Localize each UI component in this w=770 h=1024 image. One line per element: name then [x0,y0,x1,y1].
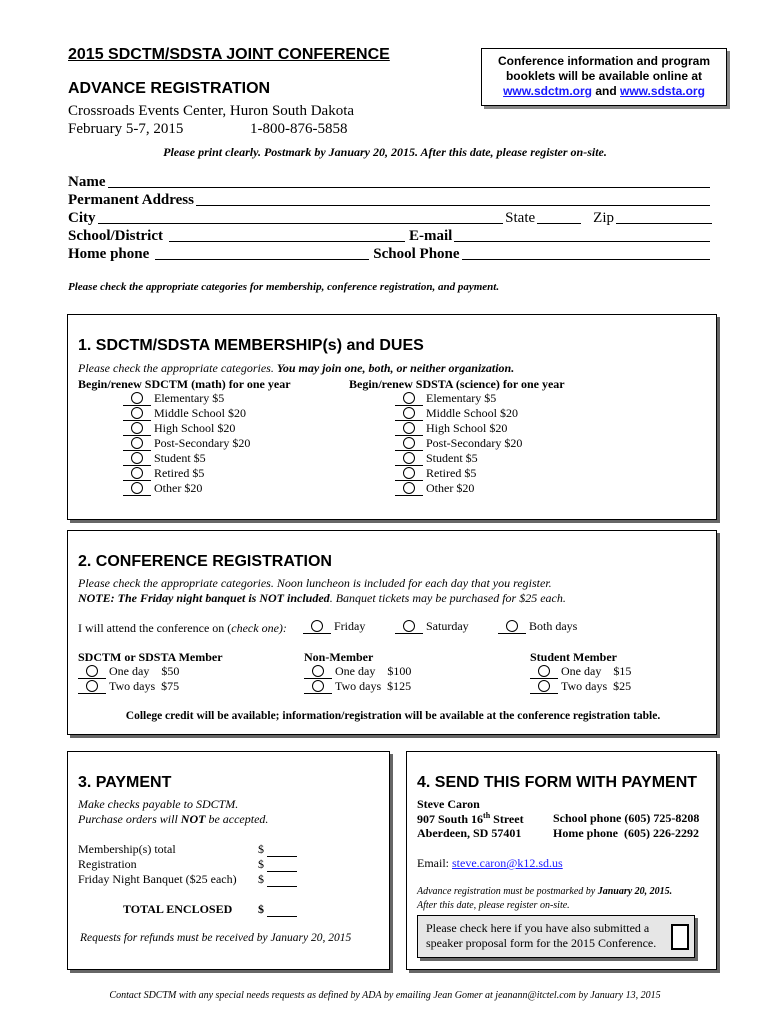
banquet-total-label: Friday Night Banquet ($25 each) [78,872,237,886]
attend-label-a: I will attend the conference on ( [78,621,232,635]
radio-circle-icon[interactable] [530,664,558,679]
city-label: City [68,210,96,226]
membership-note-c: . [511,361,515,375]
form-title: 2015 SDCTM/SDSTA JOINT CONFERENCE [68,46,390,63]
email-label: E-mail [409,228,453,244]
info-and: and [591,84,620,98]
member-option[interactable] [78,679,179,694]
sdsta-link[interactable]: www.sdsta.org [620,84,705,98]
sdctm-link[interactable]: www.sdctm.org [503,84,592,98]
address-row [68,191,712,209]
registration-total-label: Registration [78,857,137,871]
school-district-field[interactable] [169,240,405,242]
option-label: One day $15 [561,664,632,678]
option-label: Two days $125 [335,679,412,693]
radio-circle-icon[interactable] [395,481,423,496]
print-note: Please print clearly. Postmark by January 20, 2015. After this date, please register on-site. [163,145,607,159]
home-phone-field[interactable] [155,258,369,260]
radio-circle-icon[interactable] [530,679,558,694]
phone-row [68,245,712,263]
option-label: Friday [334,619,366,633]
contact-email-link[interactable]: steve.caron@k12.sd.us [452,856,563,870]
speaker-line-1: Please check here if you have also submitted a [426,921,650,935]
address-label: Permanent Address [68,192,194,208]
sdctm-option[interactable] [123,406,246,421]
advance-note [417,886,672,897]
advance-note-b: January 20, 2015. [597,886,673,897]
school-phone-label: School Phone [373,246,460,262]
membership-title: 1. SDCTM/SDSTA MEMBERSHIP(s) and DUES [78,337,424,354]
state-label: State [505,210,536,226]
form-subtitle: ADVANCE REGISTRATION [68,80,271,97]
sdctm-option[interactable] [123,421,235,436]
school-phone-field[interactable] [462,258,710,260]
radio-circle-icon[interactable] [303,619,331,634]
amount-blank[interactable] [267,905,297,917]
membership-note [78,361,514,376]
city-row [68,209,712,227]
radio-circle-icon[interactable] [123,436,151,451]
total-enclosed-label: TOTAL ENCLOSED [123,902,233,916]
radio-circle-icon[interactable] [395,451,423,466]
info-line-2: booklets will be available online at [505,69,703,83]
info-links [482,84,726,99]
radio-circle-icon[interactable] [304,664,332,679]
sdctm-option[interactable] [123,436,250,451]
option-label: Retired $5 [154,466,205,480]
option-label: Middle School $20 [426,406,518,420]
option-label: One day $50 [109,664,180,678]
contact-street [417,811,524,827]
email-field[interactable] [454,240,710,242]
option-label: Two days $75 [109,679,180,693]
option-label: Other $20 [426,481,475,495]
payment-section [67,751,390,970]
radio-circle-icon[interactable] [123,451,151,466]
radio-circle-icon[interactable] [78,679,106,694]
radio-circle-icon[interactable] [395,466,423,481]
state-field[interactable] [537,222,581,224]
sdsta-option[interactable] [395,466,476,481]
registration-note: Please check the appropriate categories. Noon luncheon is included for each day that you register. [78,576,552,590]
option-label: Elementary $5 [426,391,497,405]
info-line-1: Conference information and program [497,54,711,68]
registration-section [67,530,717,735]
radio-circle-icon[interactable] [395,391,423,406]
sdctm-option[interactable] [123,451,206,466]
option-label: Student $5 [154,451,206,465]
membership-note-a: Please check the appropriate categories. [78,361,277,375]
sdctm-option[interactable] [123,466,204,481]
sdsta-option[interactable] [395,391,496,406]
name-row [68,173,712,191]
sdsta-option[interactable] [395,421,507,436]
school-row [68,227,712,245]
amount-blank[interactable] [267,845,297,857]
option-label: High School $20 [154,421,236,435]
home-phone-label: Home phone [68,246,150,262]
sdsta-option[interactable] [395,481,474,496]
attend-label-b: check one): [231,621,287,635]
option-label: Student $5 [426,451,478,465]
registration-title: 2. CONFERENCE REGISTRATION [78,553,332,570]
option-label: High School $20 [426,421,508,435]
street-sup: th [483,811,491,820]
payable-note: Make checks payable to SDCTM. [78,797,239,811]
refund-note: Requests for refunds must be received by January 20, 2015 [80,932,352,944]
city-field[interactable] [98,222,504,224]
dollar-sign: $ [258,902,264,916]
sdctm-heading: Begin/renew SDCTM (math) for one year [78,377,291,391]
venue-text: Crossroads Events Center, Huron South Dakota [68,103,355,119]
banquet-total-field[interactable] [258,872,297,887]
radio-circle-icon[interactable] [395,421,423,436]
banquet-note-a: NOTE: The Friday night banquet is NOT included [78,591,330,605]
nonmember-option[interactable] [304,679,411,694]
sdsta-option[interactable] [395,406,518,421]
banquet-note-b: . Banquet tickets may be purchased for $25 each. [329,591,566,605]
speaker-checkbox[interactable] [671,924,689,950]
option-label: Other $20 [154,481,203,495]
speaker-line-2: speaker proposal form for the 2015 Conference. [426,936,657,950]
radio-circle-icon[interactable] [304,679,332,694]
member-heading: SDCTM or SDSTA Member [78,650,223,664]
sdsta-option[interactable] [395,451,478,466]
nonmember-heading: Non-Member [304,650,374,664]
phone-text: 1-800-876-5858 [250,121,348,137]
radio-circle-icon[interactable] [395,406,423,421]
student-option[interactable] [530,664,631,679]
contact-name: Steve Caron [417,797,480,811]
attend-option-both[interactable] [498,619,577,634]
dollar-sign: $ [258,842,264,856]
attend-option-friday[interactable] [303,619,365,634]
dollar-sign: $ [258,872,264,886]
option-label: Both days [529,619,578,633]
radio-circle-icon[interactable] [395,436,423,451]
radio-circle-icon[interactable] [123,481,151,496]
option-label: Retired $5 [426,466,477,480]
speaker-proposal-box [417,915,695,958]
name-field[interactable] [108,186,711,188]
radio-circle-icon[interactable] [395,619,423,634]
check-note: Please check the appropriate categories for membership, conference registration, and payment. [68,281,500,293]
total-enclosed-field[interactable] [258,902,297,917]
attend-option-saturday[interactable] [395,619,469,634]
radio-circle-icon[interactable] [123,421,151,436]
contact-school-phone: School phone (605) 725-8208 [553,811,700,825]
address-field[interactable] [196,204,710,206]
radio-circle-icon[interactable] [78,664,106,679]
radio-circle-icon[interactable] [123,406,151,421]
sdsta-heading: Begin/renew SDSTA (science) for one year [349,377,565,391]
dates-text: February 5-7, 2015 [68,121,184,137]
nonmember-option[interactable] [304,664,411,679]
advance-note-a: Advance registration must be postmarked by [417,886,598,897]
send-form-title: 4. SEND THIS FORM WITH PAYMENT [417,774,698,791]
sdsta-option[interactable] [395,436,522,451]
option-label: Saturday [426,619,469,633]
option-label: Post-Secondary $20 [154,436,251,450]
radio-circle-icon[interactable] [498,619,526,634]
registration-total-field[interactable] [258,857,297,872]
dollar-sign: $ [258,857,264,871]
membership-total-label: Membership(s) total [78,842,176,856]
contact-city: Aberdeen, SD 57401 [417,826,522,840]
po-note-c: be accepted. [205,812,269,826]
sdctm-option[interactable] [123,481,202,496]
membership-total-field[interactable] [258,842,297,857]
option-label: Two days $25 [561,679,632,693]
banquet-note [78,591,566,606]
radio-circle-icon[interactable] [123,391,151,406]
footer-note: Contact SDCTM with any special needs requests as defined by ADA by emailing Jean Gomer at jeanann@itctel.com by January 13, 2015 [109,990,661,1001]
amount-blank[interactable] [267,860,297,872]
payment-title: 3. PAYMENT [78,774,172,791]
po-note [78,812,268,827]
option-label: One day $100 [335,664,412,678]
contact-home-phone: Home phone (605) 226-2292 [553,826,699,840]
membership-note-b: You may join one, both, or neither organization [276,361,512,375]
attend-label [78,621,287,636]
membership-section [67,314,717,520]
zip-field[interactable] [616,222,712,224]
student-option[interactable] [530,679,631,694]
amount-blank[interactable] [267,875,297,887]
email-label: Email: [417,856,452,870]
zip-label: Zip [593,210,614,226]
po-note-a: Purchase orders will [78,812,181,826]
street-a: 907 South 16 [417,812,484,826]
option-label: Middle School $20 [154,406,246,420]
street-b: Street [490,812,524,826]
option-label: Elementary $5 [154,391,225,405]
member-option[interactable] [78,664,179,679]
sdctm-option[interactable] [123,391,224,406]
school-district-label: School/District [68,228,163,244]
info-box [481,48,727,106]
student-heading: Student Member [530,650,617,664]
name-label: Name [68,174,106,190]
advance-note-2: After this date, please register on-site. [417,900,570,911]
college-credit-note: College credit will be available; information/registration will be available at the conference registration table. [125,710,661,722]
po-note-b: NOT [180,812,206,826]
option-label: Post-Secondary $20 [426,436,523,450]
contact-email-row [417,856,563,871]
radio-circle-icon[interactable] [123,466,151,481]
